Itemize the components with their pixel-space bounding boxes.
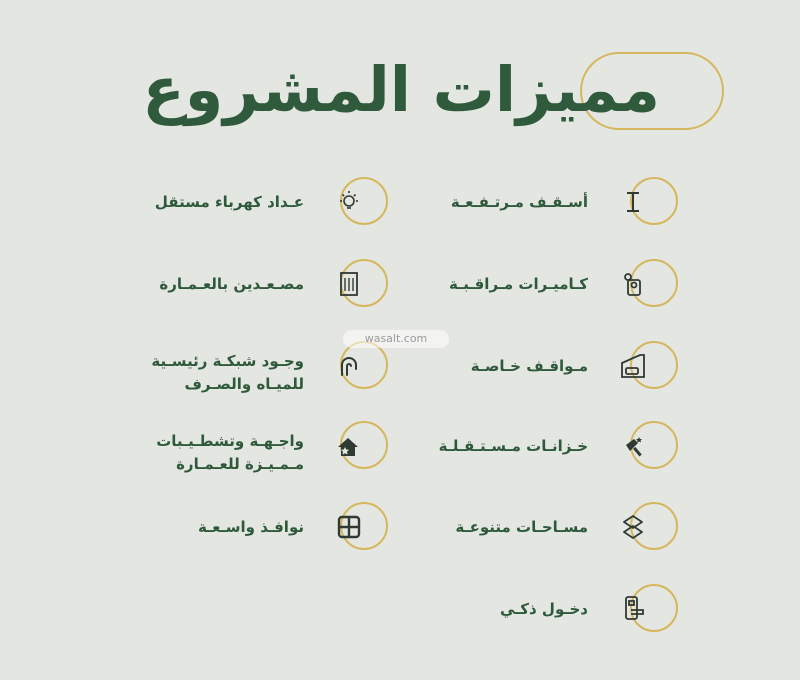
feature-label: كـاميـرات مـراقـبـة: [449, 275, 588, 293]
tank-icon: [620, 433, 646, 459]
feature-surveillance-cameras: [420, 258, 680, 308]
page-title: مميزات المشروع: [142, 53, 660, 126]
feature-label: عـداد كهرباء مستقل: [154, 193, 304, 211]
garage-icon: [620, 353, 646, 379]
feature-label: نوافـذ واسـعـة: [197, 518, 304, 536]
beam-icon: [620, 189, 646, 215]
feature-high-ceilings: [420, 176, 680, 226]
water-network-icon: [336, 353, 362, 379]
feature-varied-spaces: [420, 501, 680, 551]
feature-independent-electricity-meter: [130, 176, 390, 226]
feature-label: مسـاحـات متنوعـة: [455, 518, 588, 536]
feature-label: مـواقـف خـاصـة: [470, 357, 588, 375]
feature-wide-windows: [130, 501, 390, 551]
feature-label-line-2: للميـاه والصـرف: [184, 375, 304, 393]
house-facade-icon: [336, 433, 362, 459]
feature-label: مصـعـدين بالعـمـارة: [159, 275, 304, 293]
feature-independent-tanks: [420, 420, 680, 470]
feature-label: خـزانـات مـسـتـقـلـة: [438, 437, 588, 455]
elevator-icon: [336, 271, 362, 297]
feature-private-parking: [420, 340, 680, 390]
feature-label: دخـول ذكـي: [499, 600, 588, 618]
feature-smart-entry: [420, 583, 680, 633]
feature-label-line-1: وجـود شبكـة رئيسـية: [151, 352, 304, 370]
smart-lock-icon: [620, 595, 646, 621]
camera-icon: [620, 271, 646, 297]
feature-label-line-1: واجـهـة وتشطـيـبات: [156, 432, 304, 450]
feature-elevators: [130, 258, 390, 308]
lightbulb-icon: [336, 189, 362, 215]
feature-water-sewage-network: [130, 340, 390, 400]
layers-icon: [620, 514, 646, 540]
watermark: wasalt.com: [343, 330, 449, 348]
feature-label-line-2: مـمـيـزة للعـمـارة: [176, 455, 304, 473]
feature-label: أسـقـف مـرتـفـعـة: [450, 193, 588, 211]
window-icon: [336, 514, 362, 540]
feature-distinctive-facade: [130, 420, 390, 480]
